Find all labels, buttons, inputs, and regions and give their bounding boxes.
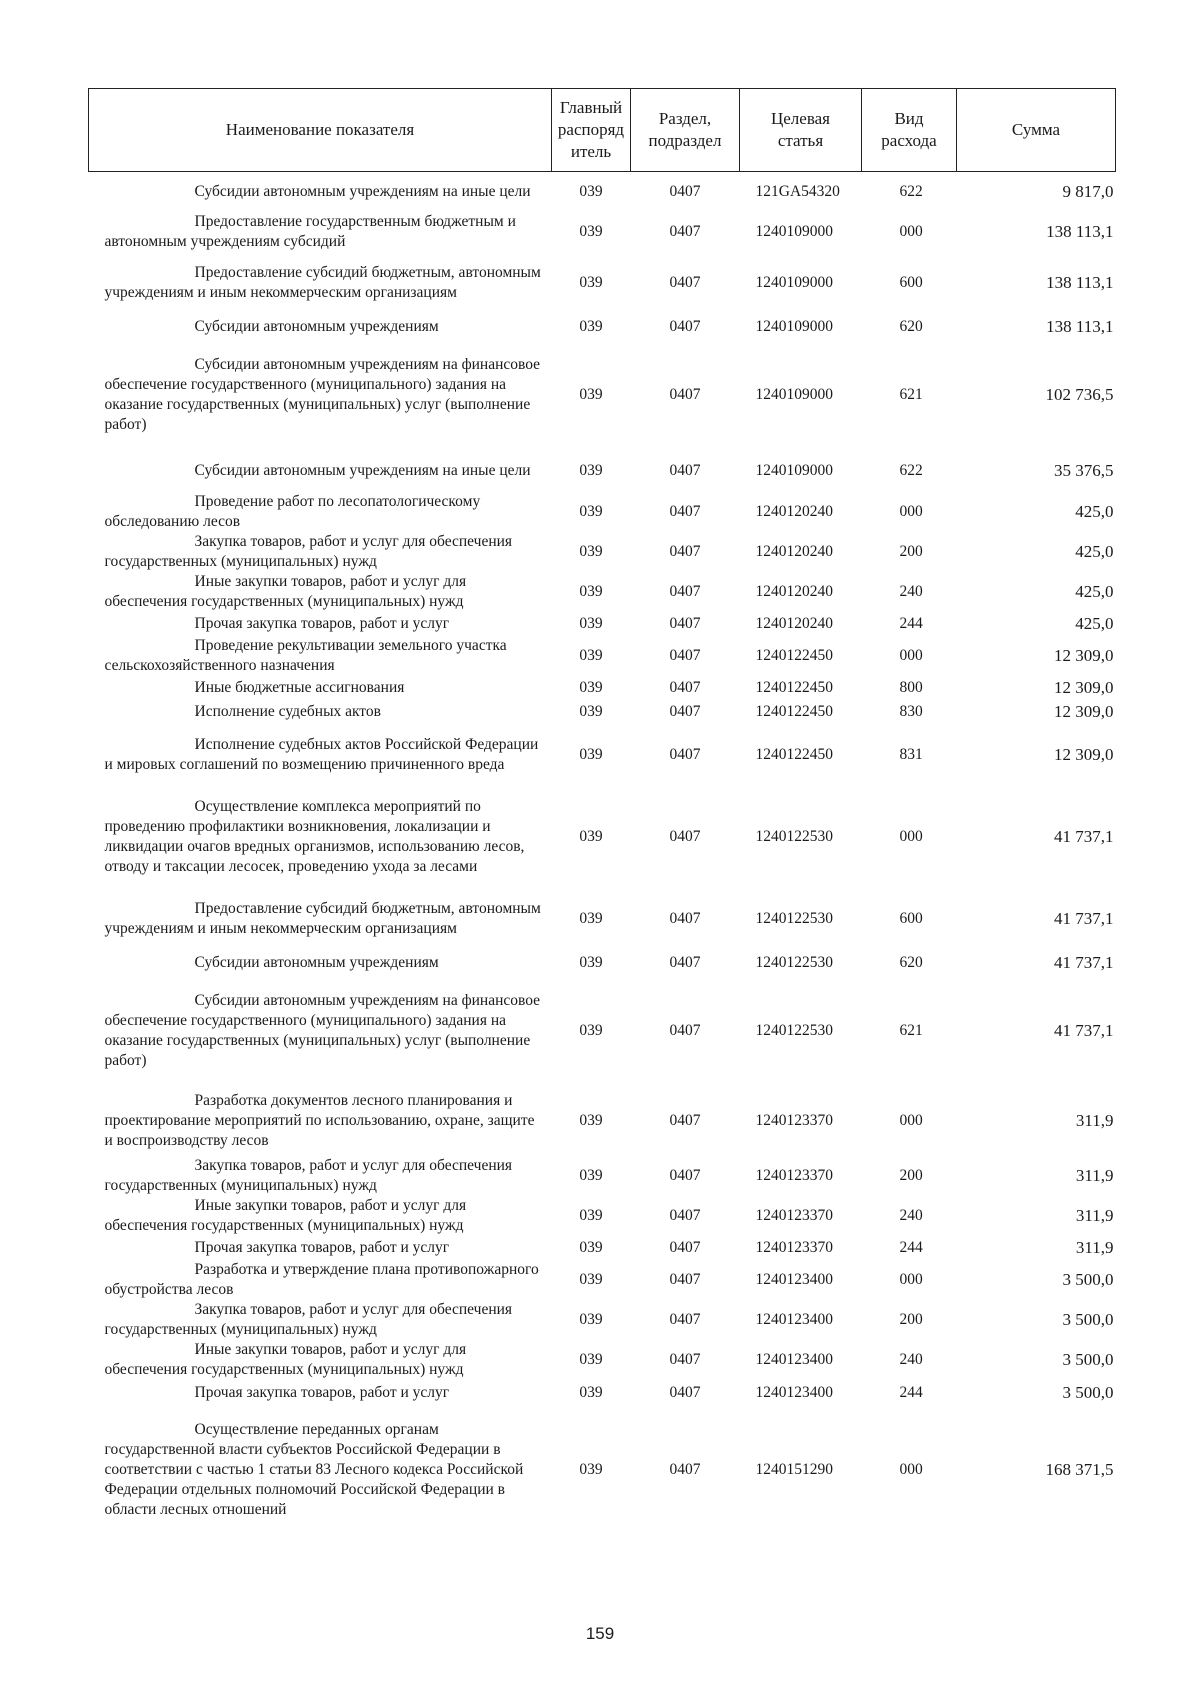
row-cel: 1240123400 xyxy=(755,1310,833,1328)
row-gl: 039 xyxy=(579,1206,603,1224)
header-cel-line: статья xyxy=(777,131,824,150)
row-cel: 1240109000 xyxy=(755,273,833,291)
table-row xyxy=(89,612,1116,636)
row-sum: 41 737,1 xyxy=(1054,1020,1114,1040)
row-gl: 039 xyxy=(579,502,603,520)
row-sum: 41 737,1 xyxy=(1054,908,1114,928)
table-row xyxy=(89,1406,1116,1534)
table-row xyxy=(89,1380,1116,1406)
row-gl: 039 xyxy=(579,646,603,664)
row-name: Иные закупки товаров, работ и услуг для обеспечения государственных (муниципальных) нужд xyxy=(104,572,467,610)
row-gl: 039 xyxy=(579,1350,603,1368)
header-sum: Сумма xyxy=(957,89,1116,172)
table-row xyxy=(89,1260,1116,1300)
table-row xyxy=(89,340,1116,450)
budget-table xyxy=(88,88,1116,1534)
row-sum: 138 113,1 xyxy=(1046,316,1114,336)
header-cel xyxy=(740,89,862,172)
row-sum: 41 737,1 xyxy=(1054,826,1114,846)
row-sum: 311,9 xyxy=(1075,1205,1114,1225)
row-razd: 0407 xyxy=(669,678,701,696)
row-vid: 622 xyxy=(899,182,923,200)
table-row xyxy=(89,532,1116,572)
row-sum: 3 500,0 xyxy=(1062,1309,1114,1329)
row-cel: 1240123370 xyxy=(755,1166,833,1184)
row-sum: 311,9 xyxy=(1075,1165,1114,1185)
row-gl: 039 xyxy=(579,1270,603,1288)
row-sum: 3 500,0 xyxy=(1062,1269,1114,1289)
row-gl: 039 xyxy=(579,1021,603,1039)
row-sum: 138 113,1 xyxy=(1046,221,1114,241)
row-gl: 039 xyxy=(579,273,603,291)
row-razd: 0407 xyxy=(669,1270,701,1288)
row-sum: 41 737,1 xyxy=(1054,952,1114,972)
row-name: Осуществление комплекса мероприятий по проведению профилактики возникновения, локализации и ликвидации очагов вредных организмов, использованию лесов, отводу и таксации лесосек, проведению ухода за лесами xyxy=(104,797,525,875)
row-vid: 620 xyxy=(899,953,923,971)
row-gl: 039 xyxy=(579,614,603,632)
row-cel: 1240109000 xyxy=(755,385,833,403)
table-row xyxy=(89,1236,1116,1260)
row-sum: 12 309,0 xyxy=(1054,677,1114,697)
header-vid-line: Вид xyxy=(894,109,924,128)
row-vid: 000 xyxy=(899,646,923,664)
row-vid: 620 xyxy=(899,317,923,335)
table-row xyxy=(89,724,1116,786)
row-sum: 3 500,0 xyxy=(1062,1349,1114,1369)
header-vid xyxy=(862,89,957,172)
row-sum: 102 736,5 xyxy=(1045,384,1114,404)
row-razd: 0407 xyxy=(669,385,701,403)
row-name: Разработка и утверждение плана противопожарного обустройства лесов xyxy=(104,1260,539,1298)
row-cel: 1240120240 xyxy=(755,542,833,560)
row-razd: 0407 xyxy=(669,1206,701,1224)
row-cel: 1240123370 xyxy=(755,1238,833,1256)
header-razd-line: подраздел xyxy=(648,131,722,150)
row-razd: 0407 xyxy=(669,182,701,200)
row-cel: 1240123370 xyxy=(755,1111,833,1129)
row-cel: 1240122450 xyxy=(755,702,833,720)
row-gl: 039 xyxy=(579,827,603,845)
row-cel: 1240123400 xyxy=(755,1270,833,1288)
row-vid: 000 xyxy=(899,827,923,845)
row-name: Иные закупки товаров, работ и услуг для обеспечения государственных (муниципальных) нужд xyxy=(104,1196,467,1234)
row-name: Субсидии автономным учреждениям на иные цели xyxy=(194,461,531,479)
row-vid: 600 xyxy=(899,273,923,291)
row-vid: 622 xyxy=(899,461,923,479)
row-sum: 425,0 xyxy=(1075,613,1114,633)
row-name: Прочая закупка товаров, работ и услуг xyxy=(194,1383,450,1401)
row-sum: 311,9 xyxy=(1075,1110,1114,1130)
row-razd: 0407 xyxy=(669,582,701,600)
row-cel: 121GA54320 xyxy=(755,182,840,200)
row-razd: 0407 xyxy=(669,222,701,240)
row-razd: 0407 xyxy=(669,646,701,664)
row-name: Иные закупки товаров, работ и услуг для обеспечения государственных (муниципальных) нужд xyxy=(104,1340,467,1378)
table-body xyxy=(89,172,1116,1534)
row-gl: 039 xyxy=(579,1166,603,1184)
row-name: Предоставление субсидий бюджетным, автономным учреждениям и иным некоммерческим организациям xyxy=(104,899,541,937)
row-gl: 039 xyxy=(579,953,603,971)
table-row xyxy=(89,314,1116,340)
row-razd: 0407 xyxy=(669,317,701,335)
header-cel-line: Целевая xyxy=(770,109,831,128)
row-gl: 039 xyxy=(579,582,603,600)
row-vid: 000 xyxy=(899,1460,923,1478)
row-gl: 039 xyxy=(579,1460,603,1478)
row-name: Предоставление государственным бюджетным и автономным учреждениям субсидий xyxy=(104,212,516,250)
row-gl: 039 xyxy=(579,909,603,927)
row-sum: 35 376,5 xyxy=(1054,460,1114,480)
row-cel: 1240151290 xyxy=(755,1460,833,1478)
row-razd: 0407 xyxy=(669,1166,701,1184)
row-razd: 0407 xyxy=(669,745,701,763)
row-razd: 0407 xyxy=(669,461,701,479)
row-cel: 1240122450 xyxy=(755,678,833,696)
table-row xyxy=(89,492,1116,532)
row-gl: 039 xyxy=(579,317,603,335)
row-razd: 0407 xyxy=(669,273,701,291)
header-razd-line: Раздел, xyxy=(658,109,712,128)
row-name: Закупка товаров, работ и услуг для обеспечения государственных (муниципальных) нужд xyxy=(104,532,513,570)
row-razd: 0407 xyxy=(669,1310,701,1328)
row-cel: 1240122450 xyxy=(755,745,833,763)
row-name: Иные бюджетные ассигнования xyxy=(194,678,405,696)
row-gl: 039 xyxy=(579,702,603,720)
row-gl: 039 xyxy=(579,222,603,240)
row-razd: 0407 xyxy=(669,953,701,971)
table-row xyxy=(89,888,1116,950)
row-sum: 311,9 xyxy=(1075,1237,1114,1257)
row-sum: 425,0 xyxy=(1075,541,1114,561)
row-sum: 3 500,0 xyxy=(1062,1382,1114,1402)
row-gl: 039 xyxy=(579,542,603,560)
table-row xyxy=(89,1196,1116,1236)
row-razd: 0407 xyxy=(669,1021,701,1039)
row-vid: 200 xyxy=(899,542,923,560)
row-razd: 0407 xyxy=(669,909,701,927)
row-name: Предоставление субсидий бюджетным, автономным учреждениям и иным некоммерческим организациям xyxy=(104,263,541,301)
row-name: Исполнение судебных актов Российской Федерации и мировых соглашений по возмещению причиненного вреда xyxy=(104,735,539,773)
row-cel: 1240122530 xyxy=(755,1021,833,1039)
row-vid: 600 xyxy=(899,909,923,927)
table-row xyxy=(89,212,1116,252)
table-header-row xyxy=(89,89,1116,172)
row-razd: 0407 xyxy=(669,614,701,632)
row-name: Проведение работ по лесопатологическому обследованию лесов xyxy=(104,492,481,530)
row-name: Прочая закупка товаров, работ и услуг xyxy=(194,614,450,632)
row-vid: 244 xyxy=(899,614,923,632)
row-name: Субсидии автономным учреждениям на иные цели xyxy=(194,182,531,200)
page-number: 159 xyxy=(585,1624,615,1643)
table-row xyxy=(89,700,1116,724)
row-cel: 1240123370 xyxy=(755,1206,833,1224)
row-cel: 1240109000 xyxy=(755,222,833,240)
header-gl-line: распоряд xyxy=(557,120,625,139)
row-name: Исполнение судебных актов xyxy=(194,702,381,720)
row-sum: 168 371,5 xyxy=(1045,1459,1114,1479)
row-cel: 1240122530 xyxy=(755,909,833,927)
table-row xyxy=(89,676,1116,700)
row-gl: 039 xyxy=(579,461,603,479)
row-sum: 425,0 xyxy=(1075,581,1114,601)
row-cel: 1240122450 xyxy=(755,646,833,664)
row-cel: 1240120240 xyxy=(755,582,833,600)
header-gl-line: итель xyxy=(570,142,612,161)
row-gl: 039 xyxy=(579,1111,603,1129)
row-name: Проведение рекультивации земельного участка сельскохозяйственного назначения xyxy=(104,636,507,674)
row-razd: 0407 xyxy=(669,502,701,520)
row-cel: 1240122530 xyxy=(755,953,833,971)
row-vid: 240 xyxy=(899,582,923,600)
row-vid: 000 xyxy=(899,1111,923,1129)
row-name: Субсидии автономным учреждениям xyxy=(194,953,439,971)
row-cel: 1240123400 xyxy=(755,1383,833,1401)
table-row xyxy=(89,1300,1116,1340)
table-row xyxy=(89,172,1116,212)
row-cel: 1240109000 xyxy=(755,461,833,479)
row-sum: 12 309,0 xyxy=(1054,744,1114,764)
row-vid: 240 xyxy=(899,1350,923,1368)
row-gl: 039 xyxy=(579,1310,603,1328)
table-row xyxy=(89,636,1116,676)
header-razd xyxy=(631,89,740,172)
row-name: Разработка документов лесного планирования и проектирование мероприятий по использованию, охране, защите и воспроизводству лесов xyxy=(104,1091,535,1149)
row-cel: 1240123400 xyxy=(755,1350,833,1368)
row-sum: 425,0 xyxy=(1075,501,1114,521)
table-row xyxy=(89,1340,1116,1380)
row-vid: 244 xyxy=(899,1238,923,1256)
row-vid: 240 xyxy=(899,1206,923,1224)
row-gl: 039 xyxy=(579,745,603,763)
row-razd: 0407 xyxy=(669,827,701,845)
table-row xyxy=(89,450,1116,492)
row-sum: 138 113,1 xyxy=(1046,272,1114,292)
row-razd: 0407 xyxy=(669,1460,701,1478)
row-vid: 800 xyxy=(899,678,923,696)
row-name: Осуществление переданных органам государственной власти субъектов Российской Федерации в соответствии с частью 1 статьи 83 Лесного кодекса Российской Федерации отдельных полномочий Российской Федерации в области лесных отношений xyxy=(104,1420,524,1518)
row-name: Субсидии автономным учреждениям xyxy=(194,317,439,335)
row-vid: 000 xyxy=(899,222,923,240)
row-razd: 0407 xyxy=(669,1111,701,1129)
row-razd: 0407 xyxy=(669,702,701,720)
row-razd: 0407 xyxy=(669,1350,701,1368)
row-sum: 12 309,0 xyxy=(1054,645,1114,665)
table-row xyxy=(89,950,1116,976)
row-razd: 0407 xyxy=(669,1383,701,1401)
row-cel: 1240120240 xyxy=(755,614,833,632)
row-name: Субсидии автономным учреждениям на финансовое обеспечение государственного (муниципального) задания на оказание государственных (муниципальных) услуг (выполнение работ) xyxy=(104,991,541,1069)
table-row xyxy=(89,1156,1116,1196)
row-vid: 200 xyxy=(899,1166,923,1184)
row-cel: 1240122530 xyxy=(755,827,833,845)
row-sum: 9 817,0 xyxy=(1062,181,1114,201)
header-vid-line: расхода xyxy=(881,131,937,150)
row-name: Закупка товаров, работ и услуг для обеспечения государственных (муниципальных) нужд xyxy=(104,1300,513,1338)
header-gl xyxy=(552,89,631,172)
row-gl: 039 xyxy=(579,385,603,403)
table-row xyxy=(89,252,1116,314)
row-vid: 830 xyxy=(899,702,923,720)
row-sum: 12 309,0 xyxy=(1054,701,1114,721)
row-gl: 039 xyxy=(579,1238,603,1256)
header-gl-line: Главный xyxy=(559,98,623,117)
row-name: Субсидии автономным учреждениям на финансовое обеспечение государственного (муниципального) задания на оказание государственных (муниципальных) услуг (выполнение работ) xyxy=(104,355,541,433)
table-row xyxy=(89,976,1116,1086)
header-name: Наименование показателя xyxy=(89,89,552,172)
row-vid: 000 xyxy=(899,502,923,520)
row-razd: 0407 xyxy=(669,1238,701,1256)
row-vid: 621 xyxy=(899,1021,923,1039)
row-gl: 039 xyxy=(579,182,603,200)
table-row xyxy=(89,1086,1116,1156)
row-name: Прочая закупка товаров, работ и услуг xyxy=(194,1238,450,1256)
row-vid: 244 xyxy=(899,1383,923,1401)
row-cel: 1240120240 xyxy=(755,502,833,520)
table-row xyxy=(89,786,1116,888)
row-gl: 039 xyxy=(579,1383,603,1401)
table-row xyxy=(89,572,1116,612)
row-cel: 1240109000 xyxy=(755,317,833,335)
row-name: Закупка товаров, работ и услуг для обеспечения государственных (муниципальных) нужд xyxy=(104,1156,513,1194)
row-vid: 000 xyxy=(899,1270,923,1288)
row-vid: 621 xyxy=(899,385,923,403)
row-razd: 0407 xyxy=(669,542,701,560)
row-vid: 831 xyxy=(899,745,923,763)
row-vid: 200 xyxy=(899,1310,923,1328)
row-gl: 039 xyxy=(579,678,603,696)
